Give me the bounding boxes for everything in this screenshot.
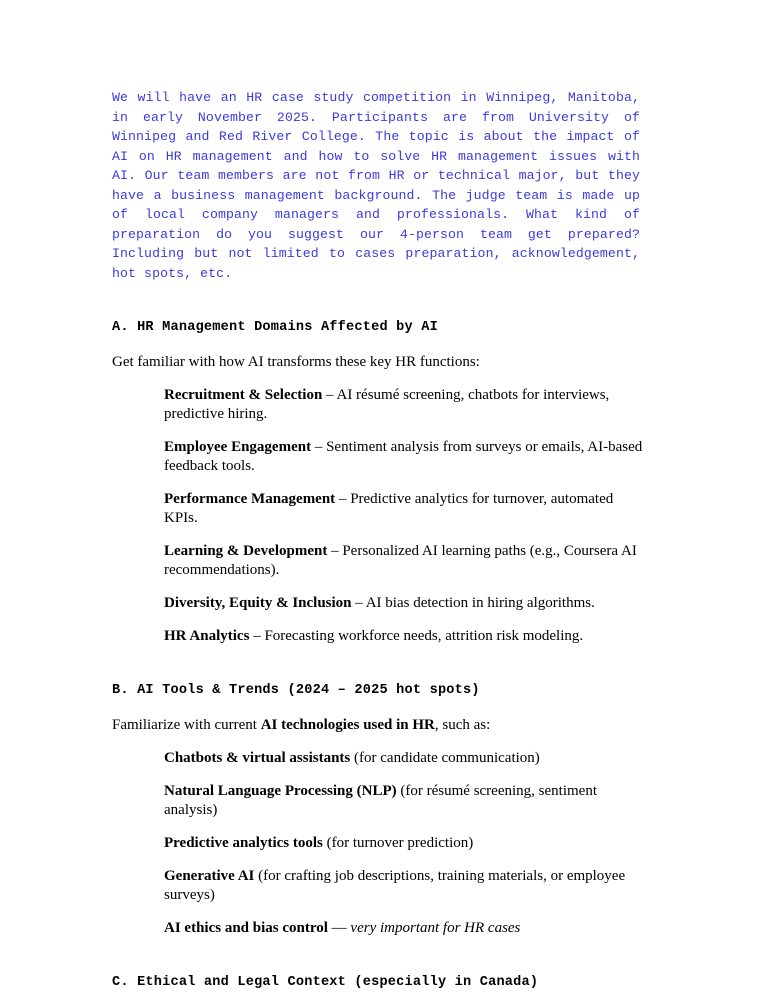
list-item-desc: Sentiment analysis from surveys or emails, AI-based feedback tools. bbox=[164, 439, 643, 474]
list-item bbox=[164, 919, 648, 938]
list-item-desc: (for candidate communication) bbox=[354, 750, 540, 766]
section-b-intro-suffix: , such as: bbox=[434, 717, 491, 733]
list-item-desc: (for résumé screening, sentiment analysis) bbox=[164, 783, 597, 818]
list-item-dash: – bbox=[249, 628, 265, 644]
list-item-desc: Predictive analytics for turnover, automated KPIs. bbox=[164, 491, 614, 526]
list-item-term: Predictive analytics tools bbox=[164, 835, 323, 851]
section-heading-c: C. Ethical and Legal Context (especially in Canada) bbox=[112, 975, 539, 990]
list-item-desc: (for turnover prediction) bbox=[326, 835, 474, 851]
list-item bbox=[164, 386, 648, 424]
list-item-dash: — bbox=[327, 920, 351, 936]
section-a-intro: Get familiar with how AI transforms these key HR functions: bbox=[112, 354, 480, 370]
list-item-term: Natural Language Processing (NLP) bbox=[164, 783, 397, 799]
list-item bbox=[164, 490, 648, 528]
section-b-intro bbox=[112, 716, 656, 735]
list-item-term: AI ethics and bias control bbox=[164, 920, 328, 936]
list-item-term: Performance Management bbox=[164, 491, 336, 507]
list-item-desc: AI résumé screening, chatbots for interviews, predictive hiring. bbox=[164, 387, 610, 422]
list-item-term: Learning & Development bbox=[164, 543, 328, 559]
list-item bbox=[164, 834, 648, 853]
section-b-intro-prefix: Familiarize with current bbox=[112, 717, 261, 733]
section-heading-a: A. HR Management Domains Affected by AI bbox=[112, 320, 438, 335]
list-item-dash: – bbox=[322, 387, 337, 403]
list-item bbox=[164, 749, 648, 768]
list-item-dash: – bbox=[327, 543, 343, 559]
section-heading-b: B. AI Tools & Trends (2024 – 2025 hot spots) bbox=[112, 683, 480, 698]
list-item-emphasis: very important for HR cases bbox=[350, 920, 521, 936]
list-item bbox=[164, 627, 648, 646]
list-item-desc: Forecasting workforce needs, attrition risk modeling. bbox=[264, 628, 584, 644]
list-item bbox=[164, 594, 648, 613]
list-item-desc: AI bias detection in hiring algorithms. bbox=[365, 595, 595, 611]
list-item bbox=[164, 438, 648, 476]
list-item-desc: (for crafting job descriptions, training materials, or employee surveys) bbox=[164, 868, 626, 903]
section-b-intro-bold: AI technologies used in HR bbox=[260, 717, 435, 733]
list-item-term: Chatbots & virtual assistants bbox=[164, 750, 351, 766]
list-item bbox=[164, 782, 648, 820]
list-item-term: Employee Engagement bbox=[164, 439, 312, 455]
list-item-term: Recruitment & Selection bbox=[164, 387, 323, 403]
list-item-dash: – bbox=[351, 595, 366, 611]
list-item-term: Generative AI bbox=[164, 868, 255, 884]
list-item bbox=[164, 542, 648, 580]
user-prompt-paragraph: We will have an HR case study competition in Winnipeg, Manitoba, in early November 2025. Participants are from University of Winnipeg and Red River College. The topic is about the impact of AI on HR management and how to solve HR management issues with AI. Our team members are not from HR or technical major, but they have a business management background. The judge team is made up of local company managers and professionals. What kind of preparation do you suggest our 4-person team get prepared? Including but not limited to cases preparation, acknowledgement, hot spots, etc. bbox=[112, 90, 640, 281]
list-item-term: HR Analytics bbox=[164, 628, 250, 644]
list-item-desc: Personalized AI learning paths (e.g., Coursera AI recommendations). bbox=[164, 543, 637, 578]
list-item-dash: – bbox=[335, 491, 351, 507]
list-item bbox=[164, 867, 648, 905]
list-item-dash: – bbox=[311, 439, 327, 455]
list-item-term: Diversity, Equity & Inclusion bbox=[164, 595, 352, 611]
